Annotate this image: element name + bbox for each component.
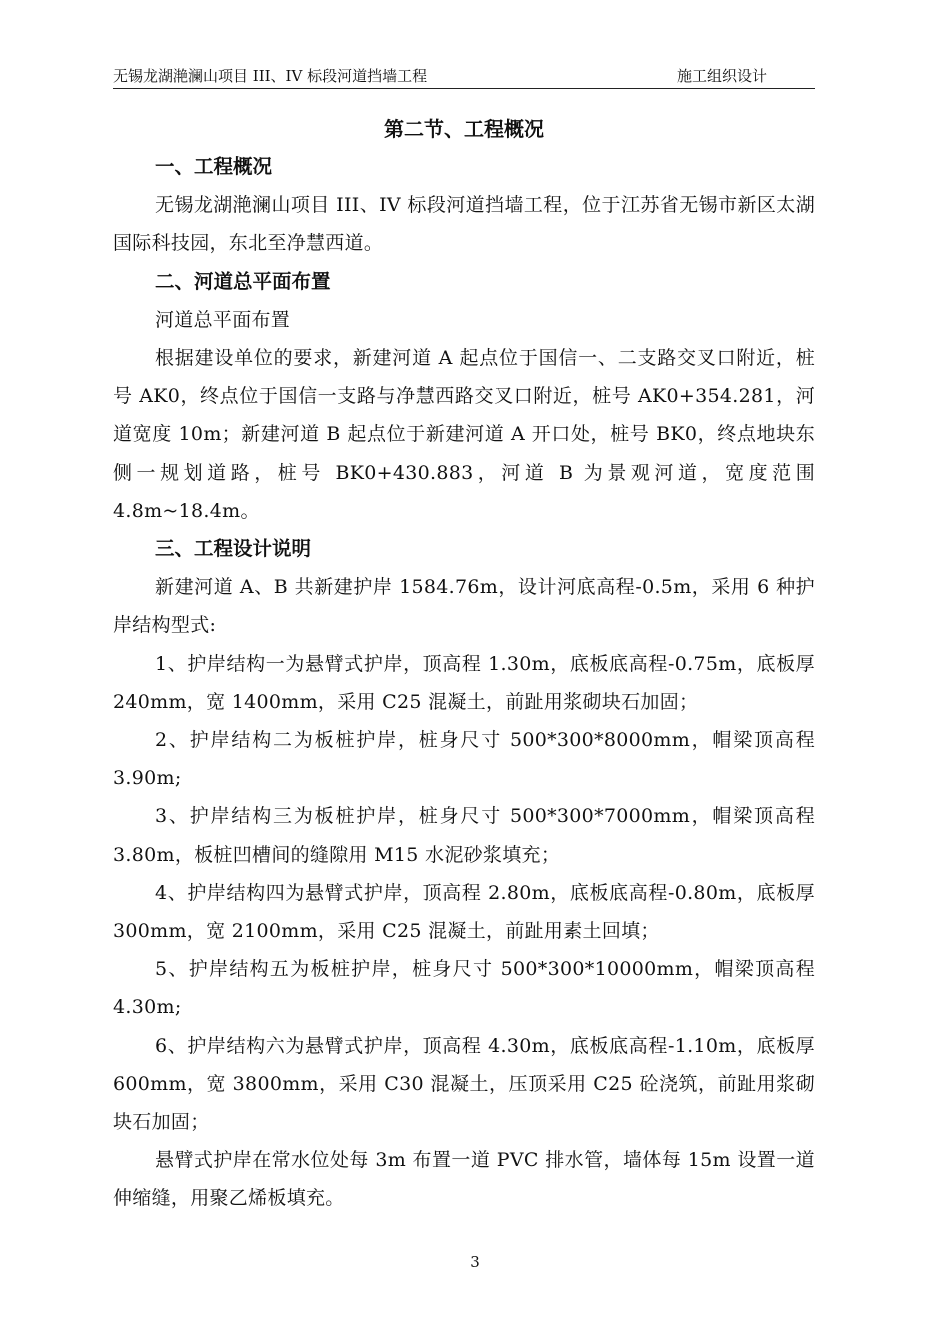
page-number: 3 bbox=[470, 1253, 480, 1271]
paragraph-structure-5: 5、护岸结构五为板桩护岸，桩身尺寸 500*300*10000mm，帽梁顶高程 4.30m; bbox=[113, 958, 815, 1019]
paragraph-overview: 无锡龙湖滟澜山项目 III、IV 标段河道挡墙工程，位于江苏省无锡市新区太湖国际科技园，东北至净慧西道。 bbox=[113, 194, 815, 255]
page-header bbox=[113, 66, 815, 89]
paragraph-layout-title: 河道总平面布置 bbox=[155, 308, 291, 331]
paragraph-structure-6: 6、护岸结构六为悬臂式护岸，顶高程 4.30m，底板底高程-1.10m，底板厚 600mm，宽 3800mm，采用 C30 混凝土，压顶采用 C25 砼浇筑，前趾用浆砌块石加固； bbox=[113, 1034, 815, 1134]
paragraph-design-intro: 新建河道 A、B 共新建护岸 1584.76m，设计河底高程-0.5m，采用 6 种护岸结构型式: bbox=[113, 576, 815, 637]
header-project-name: 无锡龙湖滟澜山项目 III、IV 标段河道挡墙工程 bbox=[113, 67, 428, 85]
section-heading-design: 三、工程设计说明 bbox=[155, 537, 312, 561]
paragraph-structure-2: 2、护岸结构二为板桩护岸，桩身尺寸 500*300*8000mm，帽梁顶高程 3.90m; bbox=[113, 729, 815, 790]
paragraph-structure-1: 1、护岸结构一为悬臂式护岸，顶高程 1.30m，底板底高程-0.75m，底板厚 240mm，宽 1400mm，采用 C25 混凝土，前趾用浆砌块石加固； bbox=[113, 652, 815, 713]
paragraph-drainage-joints: 悬臂式护岸在常水位处每 3m 布置一道 PVC 排水管，墙体每 15m 设置一道伸缩缝，用聚乙烯板填充。 bbox=[113, 1149, 815, 1210]
section-heading-layout: 二、河道总平面布置 bbox=[155, 269, 331, 293]
header-document-type: 施工组织设计 bbox=[677, 67, 768, 85]
paragraph-structure-3: 3、护岸结构三为板桩护岸，桩身尺寸 500*300*7000mm，帽梁顶高程 3.80m，板桩凹槽间的缝隙用 M15 水泥砂浆填充； bbox=[113, 805, 815, 866]
section-title: 第二节、工程概况 bbox=[384, 117, 544, 141]
page-content bbox=[113, 110, 815, 1218]
paragraph-structure-4: 4、护岸结构四为悬臂式护岸，顶高程 2.80m，底板底高程-0.80m，底板厚 300mm，宽 2100mm，采用 C25 混凝土，前趾用素土回填； bbox=[113, 881, 815, 943]
section-heading-overview: 一、工程概况 bbox=[155, 155, 273, 178]
paragraph-layout-description: 根据建设单位的要求，新建河道 A 起点位于国信一、二支路交叉口附近，桩号 AK0，终点位于国信一支路与净慧西路交叉口附近，桩号 AK0+354.281，河道宽度 10m；新建河道 B 起点位于新建河道 A 开口处，桩号 BK0，终点地块东侧一规划道路，桩号 BK0+430.883，河道 B 为景观河道，宽度范围 4.8m~18.4m。 bbox=[113, 347, 815, 522]
